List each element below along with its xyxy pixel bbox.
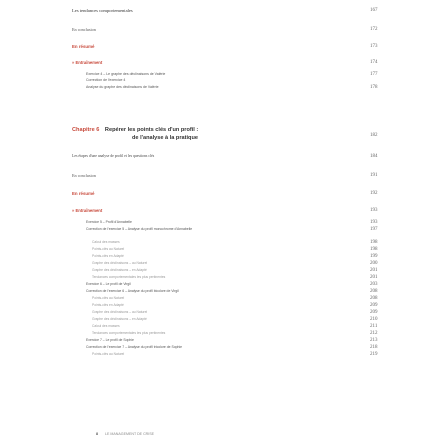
toc-entry-title: Exercice 4 – Le graphe des déclinaisons de Valérie — [86, 72, 166, 76]
toc-entry-title: Exercice 5 – Profil d'Annabelle — [86, 220, 132, 224]
toc-entry-page: 201 — [370, 268, 378, 273]
toc-entry-title: Points-clés au Naturel — [92, 247, 125, 251]
toc-entry-page: 208 — [370, 296, 378, 301]
toc-entry-title: En résumé — [72, 191, 95, 196]
toc-entry — [72, 154, 378, 161]
toc-entry-title: Points-clés en Adapté — [92, 254, 124, 258]
toc-entry — [92, 303, 378, 310]
toc-entry-page: 167 — [370, 8, 378, 13]
toc-entry-title: Correction de l'exercice 6 – Analyse du profil bicolore de Virgil — [86, 289, 179, 293]
toc-entry-page: 210 — [370, 317, 378, 322]
toc-entry-page: 209 — [370, 303, 378, 308]
toc-entry-page: 184 — [370, 154, 378, 159]
toc-entry-page: 218 — [370, 345, 378, 350]
toc-entry — [92, 247, 378, 254]
toc-entry-page: 200 — [370, 261, 378, 266]
footer-page-number: 8 — [96, 432, 98, 436]
toc-entry-title: Graphe des déclinaisons – en Adapté — [92, 317, 147, 321]
toc-entry — [92, 261, 378, 268]
toc-entry — [72, 27, 378, 34]
toc-entry — [72, 8, 378, 15]
toc-entry-page: 172 — [370, 27, 378, 32]
toc-entry — [86, 282, 378, 289]
toc-entry-title: Tendances comportementales les plus pertinentes — [92, 331, 166, 335]
toc-entry-title: Correction de l'exercice 7 – Analyse du profil tricolore de Sophie — [86, 345, 183, 349]
toc-entry-page: 201 — [370, 275, 378, 280]
toc-entry-page: 197 — [370, 227, 378, 232]
toc-entry-title: Analyse du graphe des déclinaisons de Valérie — [86, 85, 159, 89]
toc-entry-page: 198 — [370, 240, 378, 245]
toc-entry — [86, 78, 372, 85]
chapter-title-line2: de l'analyse à la pratique — [132, 135, 198, 141]
toc-entry-page: 198 — [370, 247, 378, 252]
toc-entry-title: Les étapes d'une analyse de profil et les questions clés — [72, 154, 155, 158]
toc-entry-page: 177 — [370, 72, 378, 77]
footer-running-title: LE MANAGEMENT DE CRISE — [105, 432, 155, 436]
toc-entry-title: Exercice 6 – Le profil de Virgil — [86, 282, 131, 286]
toc-entry-page: 203 — [370, 282, 378, 287]
toc-entry-page: 191 — [370, 173, 378, 178]
toc-entry — [92, 268, 378, 275]
toc-entry-title: Exercice 7 – Le profil de Sophie — [86, 338, 134, 342]
toc-entry-title: Graphe des déclinaisons – en Adapté — [92, 268, 147, 272]
toc-entry-page: 193 — [370, 220, 378, 225]
toc-entry — [86, 345, 378, 352]
chapter-label: Chapitre 6 — [72, 127, 100, 133]
toc-entry-page: 199 — [370, 254, 378, 259]
toc-entry-page: 219 — [370, 352, 378, 357]
toc-entry-title: En conclusion — [72, 27, 96, 32]
toc-entry-title: En résumé — [72, 44, 95, 49]
toc-entry-title: Points-clés au Naturel — [92, 296, 125, 300]
toc-entry — [86, 220, 378, 227]
toc-entry-page: 193 — [370, 208, 378, 213]
toc-entry — [86, 227, 378, 234]
toc-entry — [92, 254, 378, 261]
toc-entry — [72, 173, 378, 180]
toc-entry-title: » Entraînement — [72, 208, 103, 213]
toc-entry — [86, 85, 378, 92]
toc-entry-title: Graphe des déclinaisons – au Naturel — [92, 310, 148, 314]
toc-entry-page: 173 — [370, 44, 378, 49]
toc-entry — [72, 60, 378, 67]
toc-entry — [72, 44, 378, 51]
toc-entry-page: 211 — [370, 324, 378, 329]
toc-entry — [92, 317, 378, 324]
toc-entry-title: Calcul des masses — [92, 240, 120, 244]
toc-entry-page: 213 — [370, 338, 378, 343]
toc-entry-title: Correction de l'exercice 5 – Analyse du profil monochrome d'Annabelle — [86, 227, 193, 231]
toc-entry — [92, 310, 378, 317]
toc-entry — [92, 352, 378, 359]
toc-entry-page: 208 — [370, 289, 378, 294]
toc-entry — [86, 338, 378, 345]
toc-entry — [92, 296, 378, 303]
toc-entry — [92, 240, 378, 247]
chapter-title-line1: Repérer les points clés d'un profil : — [104, 127, 199, 133]
toc-entry — [72, 208, 378, 215]
toc-entry-title: Points-clés au Naturel — [92, 352, 125, 356]
toc-entry-title: Correction de l'exercice 4 — [86, 78, 126, 82]
toc-entry — [86, 289, 378, 296]
toc-entry-page: 174 — [370, 60, 378, 65]
toc-entry-title: Points-clés en Adapté — [92, 303, 124, 307]
toc-entry-title: Graphe des déclinaisons – au Naturel — [92, 261, 148, 265]
toc-entry — [92, 331, 378, 338]
toc-entry-page: 209 — [370, 310, 378, 315]
toc-entry-title: Calcul des masses — [92, 324, 120, 328]
toc-entry-title: Les tendances comportementales — [72, 8, 133, 13]
toc-entry — [92, 324, 378, 331]
toc-entry — [72, 191, 378, 198]
toc-entry-title: Tendances comportementales les plus pertinentes — [92, 275, 166, 279]
toc-entry-title: En conclusion — [72, 173, 96, 178]
chapter-page: 182 — [370, 133, 378, 138]
toc-entry-page: 192 — [370, 191, 378, 196]
toc-entry-title: » Entraînement — [72, 60, 103, 65]
page-footer — [96, 432, 154, 436]
toc-entry-page: 212 — [370, 331, 378, 336]
toc-entry — [92, 275, 378, 282]
toc-entry-page: 178 — [370, 85, 378, 90]
